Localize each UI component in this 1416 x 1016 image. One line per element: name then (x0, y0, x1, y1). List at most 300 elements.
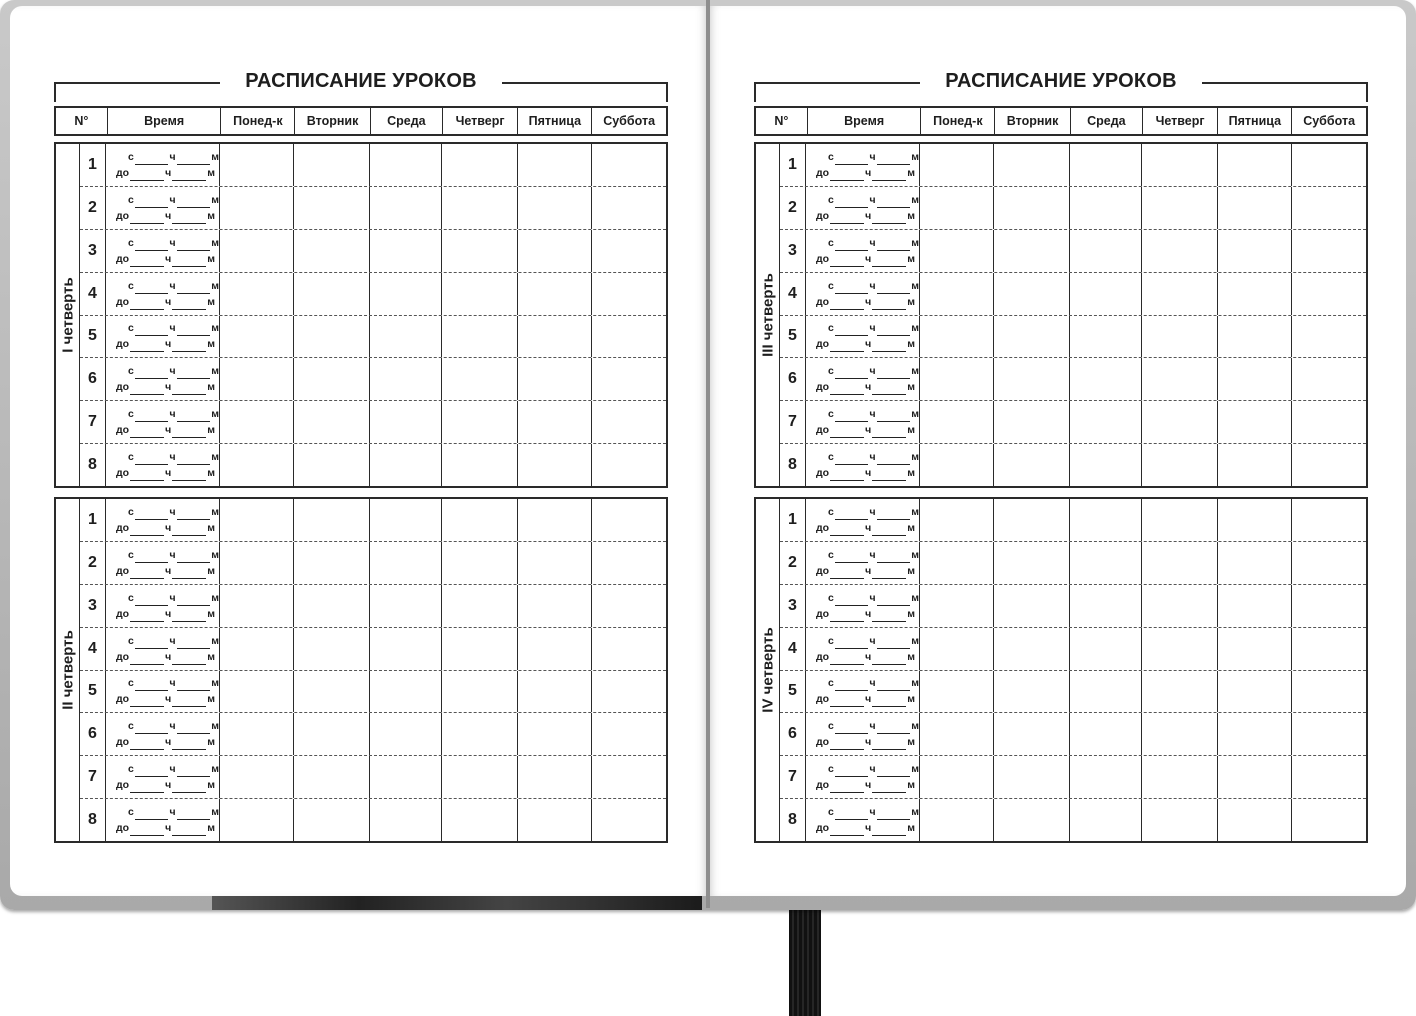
minutes-blank[interactable] (177, 410, 211, 422)
day-cell[interactable] (370, 671, 442, 713)
day-cell[interactable] (1142, 756, 1218, 798)
hours-blank[interactable] (835, 239, 869, 251)
day-cell[interactable] (592, 401, 666, 443)
minutes-blank[interactable] (172, 340, 206, 352)
hours-blank[interactable] (835, 637, 869, 649)
minutes-blank[interactable] (177, 196, 211, 208)
day-cell[interactable] (1142, 713, 1218, 755)
day-cell[interactable] (1070, 671, 1142, 713)
hours-blank[interactable] (130, 469, 164, 481)
hours-blank[interactable] (830, 824, 864, 836)
day-cell[interactable] (442, 756, 518, 798)
day-cell[interactable] (442, 444, 518, 486)
hours-blank[interactable] (135, 453, 169, 465)
day-cell[interactable] (1218, 499, 1292, 541)
day-cell[interactable] (370, 401, 442, 443)
minutes-blank[interactable] (177, 679, 211, 691)
day-cell[interactable] (220, 358, 294, 400)
minutes-blank[interactable] (172, 781, 206, 793)
day-cell[interactable] (994, 316, 1070, 358)
day-cell[interactable] (994, 585, 1070, 627)
lesson-time-field[interactable] (106, 671, 220, 713)
lesson-time-field[interactable] (806, 444, 920, 486)
minutes-blank[interactable] (177, 282, 211, 294)
hours-blank[interactable] (130, 781, 164, 793)
day-cell[interactable] (1218, 401, 1292, 443)
day-cell[interactable] (370, 187, 442, 229)
hours-blank[interactable] (135, 594, 169, 606)
day-cell[interactable] (1070, 316, 1142, 358)
hours-blank[interactable] (835, 196, 869, 208)
day-cell[interactable] (1142, 316, 1218, 358)
day-cell[interactable] (1218, 273, 1292, 315)
minutes-blank[interactable] (872, 383, 906, 395)
minutes-blank[interactable] (172, 426, 206, 438)
minutes-blank[interactable] (872, 298, 906, 310)
day-cell[interactable] (518, 542, 592, 584)
day-cell[interactable] (294, 273, 370, 315)
lesson-time-field[interactable] (806, 756, 920, 798)
day-cell[interactable] (370, 799, 442, 841)
day-cell[interactable] (1070, 799, 1142, 841)
day-cell[interactable] (294, 230, 370, 272)
minutes-blank[interactable] (172, 824, 206, 836)
hours-blank[interactable] (130, 255, 164, 267)
day-cell[interactable] (370, 273, 442, 315)
day-cell[interactable] (442, 144, 518, 186)
hours-blank[interactable] (830, 169, 864, 181)
minutes-blank[interactable] (172, 653, 206, 665)
day-cell[interactable] (592, 144, 666, 186)
minutes-blank[interactable] (877, 239, 911, 251)
day-cell[interactable] (1070, 230, 1142, 272)
lesson-time-field[interactable] (806, 628, 920, 670)
day-cell[interactable] (1142, 401, 1218, 443)
minutes-blank[interactable] (172, 524, 206, 536)
lesson-time-field[interactable] (806, 499, 920, 541)
hours-blank[interactable] (135, 679, 169, 691)
day-cell[interactable] (220, 144, 294, 186)
minutes-blank[interactable] (172, 610, 206, 622)
day-cell[interactable] (1292, 499, 1366, 541)
day-cell[interactable] (1142, 499, 1218, 541)
minutes-blank[interactable] (177, 808, 211, 820)
day-cell[interactable] (294, 585, 370, 627)
minutes-blank[interactable] (877, 196, 911, 208)
day-cell[interactable] (1142, 671, 1218, 713)
day-cell[interactable] (920, 401, 994, 443)
day-cell[interactable] (1070, 542, 1142, 584)
day-cell[interactable] (592, 799, 666, 841)
day-cell[interactable] (994, 628, 1070, 670)
day-cell[interactable] (1292, 401, 1366, 443)
day-cell[interactable] (1142, 444, 1218, 486)
day-cell[interactable] (294, 358, 370, 400)
day-cell[interactable] (1142, 358, 1218, 400)
day-cell[interactable] (1218, 756, 1292, 798)
hours-blank[interactable] (835, 808, 869, 820)
hours-blank[interactable] (135, 551, 169, 563)
hours-blank[interactable] (830, 781, 864, 793)
hours-blank[interactable] (835, 765, 869, 777)
day-cell[interactable] (518, 230, 592, 272)
hours-blank[interactable] (130, 738, 164, 750)
hours-blank[interactable] (130, 824, 164, 836)
day-cell[interactable] (518, 671, 592, 713)
day-cell[interactable] (442, 316, 518, 358)
lesson-time-field[interactable] (106, 628, 220, 670)
hours-blank[interactable] (830, 426, 864, 438)
lesson-time-field[interactable] (106, 230, 220, 272)
day-cell[interactable] (994, 671, 1070, 713)
minutes-blank[interactable] (177, 765, 211, 777)
day-cell[interactable] (1142, 144, 1218, 186)
day-cell[interactable] (518, 273, 592, 315)
day-cell[interactable] (592, 499, 666, 541)
day-cell[interactable] (1070, 144, 1142, 186)
minutes-blank[interactable] (177, 594, 211, 606)
day-cell[interactable] (994, 230, 1070, 272)
day-cell[interactable] (220, 230, 294, 272)
minutes-blank[interactable] (877, 594, 911, 606)
day-cell[interactable] (1070, 187, 1142, 229)
minutes-blank[interactable] (177, 367, 211, 379)
day-cell[interactable] (220, 628, 294, 670)
day-cell[interactable] (994, 799, 1070, 841)
day-cell[interactable] (294, 756, 370, 798)
hours-blank[interactable] (135, 153, 169, 165)
hours-blank[interactable] (830, 610, 864, 622)
minutes-blank[interactable] (872, 695, 906, 707)
hours-blank[interactable] (830, 255, 864, 267)
day-cell[interactable] (920, 230, 994, 272)
day-cell[interactable] (442, 585, 518, 627)
minutes-blank[interactable] (177, 239, 211, 251)
day-cell[interactable] (1292, 316, 1366, 358)
day-cell[interactable] (920, 273, 994, 315)
day-cell[interactable] (220, 671, 294, 713)
day-cell[interactable] (370, 542, 442, 584)
lesson-time-field[interactable] (806, 316, 920, 358)
day-cell[interactable] (518, 628, 592, 670)
day-cell[interactable] (920, 444, 994, 486)
day-cell[interactable] (442, 499, 518, 541)
day-cell[interactable] (994, 542, 1070, 584)
lesson-time-field[interactable] (106, 144, 220, 186)
minutes-blank[interactable] (172, 738, 206, 750)
lesson-time-field[interactable] (106, 713, 220, 755)
day-cell[interactable] (920, 756, 994, 798)
day-cell[interactable] (294, 316, 370, 358)
hours-blank[interactable] (830, 340, 864, 352)
day-cell[interactable] (294, 444, 370, 486)
hours-blank[interactable] (835, 679, 869, 691)
minutes-blank[interactable] (177, 453, 211, 465)
day-cell[interactable] (370, 756, 442, 798)
day-cell[interactable] (1218, 358, 1292, 400)
minutes-blank[interactable] (872, 610, 906, 622)
minutes-blank[interactable] (877, 551, 911, 563)
day-cell[interactable] (442, 713, 518, 755)
day-cell[interactable] (920, 799, 994, 841)
minutes-blank[interactable] (177, 508, 211, 520)
hours-blank[interactable] (130, 340, 164, 352)
day-cell[interactable] (920, 144, 994, 186)
hours-blank[interactable] (135, 367, 169, 379)
day-cell[interactable] (1218, 799, 1292, 841)
day-cell[interactable] (518, 444, 592, 486)
day-cell[interactable] (220, 799, 294, 841)
day-cell[interactable] (1070, 444, 1142, 486)
hours-blank[interactable] (135, 808, 169, 820)
lesson-time-field[interactable] (106, 585, 220, 627)
day-cell[interactable] (1070, 585, 1142, 627)
day-cell[interactable] (294, 144, 370, 186)
day-cell[interactable] (920, 542, 994, 584)
day-cell[interactable] (1292, 358, 1366, 400)
day-cell[interactable] (518, 799, 592, 841)
day-cell[interactable] (518, 585, 592, 627)
lesson-time-field[interactable] (806, 585, 920, 627)
day-cell[interactable] (294, 671, 370, 713)
day-cell[interactable] (1292, 756, 1366, 798)
day-cell[interactable] (518, 358, 592, 400)
day-cell[interactable] (1142, 799, 1218, 841)
minutes-blank[interactable] (172, 298, 206, 310)
day-cell[interactable] (220, 273, 294, 315)
lesson-time-field[interactable] (806, 401, 920, 443)
day-cell[interactable] (1070, 756, 1142, 798)
day-cell[interactable] (220, 187, 294, 229)
day-cell[interactable] (1292, 230, 1366, 272)
day-cell[interactable] (592, 713, 666, 755)
day-cell[interactable] (592, 358, 666, 400)
day-cell[interactable] (1070, 713, 1142, 755)
day-cell[interactable] (370, 358, 442, 400)
day-cell[interactable] (1070, 499, 1142, 541)
lesson-time-field[interactable] (806, 671, 920, 713)
day-cell[interactable] (994, 713, 1070, 755)
hours-blank[interactable] (135, 410, 169, 422)
day-cell[interactable] (1070, 273, 1142, 315)
day-cell[interactable] (994, 144, 1070, 186)
hours-blank[interactable] (835, 551, 869, 563)
day-cell[interactable] (994, 187, 1070, 229)
day-cell[interactable] (370, 713, 442, 755)
minutes-blank[interactable] (872, 212, 906, 224)
day-cell[interactable] (294, 799, 370, 841)
day-cell[interactable] (592, 585, 666, 627)
minutes-blank[interactable] (177, 153, 211, 165)
minutes-blank[interactable] (872, 653, 906, 665)
lesson-time-field[interactable] (106, 187, 220, 229)
hours-blank[interactable] (135, 196, 169, 208)
hours-blank[interactable] (130, 524, 164, 536)
minutes-blank[interactable] (872, 426, 906, 438)
day-cell[interactable] (518, 713, 592, 755)
minutes-blank[interactable] (877, 679, 911, 691)
day-cell[interactable] (220, 542, 294, 584)
hours-blank[interactable] (135, 324, 169, 336)
hours-blank[interactable] (835, 722, 869, 734)
minutes-blank[interactable] (172, 212, 206, 224)
hours-blank[interactable] (830, 695, 864, 707)
day-cell[interactable] (1142, 230, 1218, 272)
minutes-blank[interactable] (877, 367, 911, 379)
day-cell[interactable] (294, 542, 370, 584)
day-cell[interactable] (518, 144, 592, 186)
day-cell[interactable] (294, 187, 370, 229)
lesson-time-field[interactable] (806, 187, 920, 229)
hours-blank[interactable] (835, 594, 869, 606)
day-cell[interactable] (1142, 542, 1218, 584)
minutes-blank[interactable] (172, 255, 206, 267)
minutes-blank[interactable] (172, 567, 206, 579)
lesson-time-field[interactable] (806, 230, 920, 272)
day-cell[interactable] (1142, 273, 1218, 315)
day-cell[interactable] (442, 401, 518, 443)
day-cell[interactable] (592, 671, 666, 713)
day-cell[interactable] (220, 499, 294, 541)
day-cell[interactable] (370, 316, 442, 358)
day-cell[interactable] (1070, 358, 1142, 400)
lesson-time-field[interactable] (806, 713, 920, 755)
lesson-time-field[interactable] (106, 358, 220, 400)
hours-blank[interactable] (835, 153, 869, 165)
day-cell[interactable] (1218, 585, 1292, 627)
bookmark-ribbon[interactable] (789, 902, 821, 1016)
hours-blank[interactable] (135, 282, 169, 294)
minutes-blank[interactable] (877, 453, 911, 465)
day-cell[interactable] (370, 585, 442, 627)
day-cell[interactable] (442, 542, 518, 584)
day-cell[interactable] (920, 358, 994, 400)
day-cell[interactable] (592, 756, 666, 798)
day-cell[interactable] (1292, 144, 1366, 186)
hours-blank[interactable] (130, 212, 164, 224)
minutes-blank[interactable] (872, 781, 906, 793)
day-cell[interactable] (1218, 444, 1292, 486)
minutes-blank[interactable] (872, 255, 906, 267)
hours-blank[interactable] (830, 469, 864, 481)
day-cell[interactable] (442, 358, 518, 400)
day-cell[interactable] (220, 713, 294, 755)
day-cell[interactable] (1292, 585, 1366, 627)
lesson-time-field[interactable] (106, 401, 220, 443)
day-cell[interactable] (1218, 671, 1292, 713)
day-cell[interactable] (1218, 187, 1292, 229)
hours-blank[interactable] (130, 610, 164, 622)
lesson-time-field[interactable] (106, 444, 220, 486)
minutes-blank[interactable] (172, 383, 206, 395)
day-cell[interactable] (1292, 273, 1366, 315)
minutes-blank[interactable] (177, 722, 211, 734)
lesson-time-field[interactable] (106, 273, 220, 315)
day-cell[interactable] (518, 401, 592, 443)
lesson-time-field[interactable] (106, 799, 220, 841)
minutes-blank[interactable] (872, 469, 906, 481)
hours-blank[interactable] (830, 383, 864, 395)
lesson-time-field[interactable] (806, 144, 920, 186)
day-cell[interactable] (920, 499, 994, 541)
minutes-blank[interactable] (177, 551, 211, 563)
day-cell[interactable] (1292, 713, 1366, 755)
minutes-blank[interactable] (877, 808, 911, 820)
day-cell[interactable] (592, 628, 666, 670)
hours-blank[interactable] (135, 637, 169, 649)
day-cell[interactable] (294, 713, 370, 755)
hours-blank[interactable] (835, 282, 869, 294)
day-cell[interactable] (220, 316, 294, 358)
day-cell[interactable] (442, 628, 518, 670)
hours-blank[interactable] (830, 212, 864, 224)
day-cell[interactable] (442, 230, 518, 272)
hours-blank[interactable] (835, 324, 869, 336)
minutes-blank[interactable] (877, 410, 911, 422)
day-cell[interactable] (294, 628, 370, 670)
hours-blank[interactable] (830, 567, 864, 579)
minutes-blank[interactable] (877, 508, 911, 520)
day-cell[interactable] (592, 273, 666, 315)
day-cell[interactable] (518, 756, 592, 798)
day-cell[interactable] (370, 628, 442, 670)
lesson-time-field[interactable] (106, 756, 220, 798)
day-cell[interactable] (920, 713, 994, 755)
day-cell[interactable] (518, 316, 592, 358)
day-cell[interactable] (1142, 585, 1218, 627)
minutes-blank[interactable] (877, 765, 911, 777)
hours-blank[interactable] (130, 426, 164, 438)
lesson-time-field[interactable] (106, 316, 220, 358)
day-cell[interactable] (1292, 628, 1366, 670)
day-cell[interactable] (442, 671, 518, 713)
minutes-blank[interactable] (872, 524, 906, 536)
lesson-time-field[interactable] (806, 542, 920, 584)
day-cell[interactable] (994, 444, 1070, 486)
day-cell[interactable] (920, 187, 994, 229)
hours-blank[interactable] (135, 722, 169, 734)
day-cell[interactable] (994, 499, 1070, 541)
hours-blank[interactable] (830, 298, 864, 310)
hours-blank[interactable] (130, 169, 164, 181)
hours-blank[interactable] (835, 367, 869, 379)
day-cell[interactable] (1292, 187, 1366, 229)
minutes-blank[interactable] (877, 722, 911, 734)
day-cell[interactable] (1292, 444, 1366, 486)
minutes-blank[interactable] (172, 169, 206, 181)
day-cell[interactable] (1070, 401, 1142, 443)
day-cell[interactable] (592, 187, 666, 229)
day-cell[interactable] (592, 230, 666, 272)
day-cell[interactable] (994, 756, 1070, 798)
day-cell[interactable] (920, 628, 994, 670)
day-cell[interactable] (442, 273, 518, 315)
day-cell[interactable] (994, 401, 1070, 443)
day-cell[interactable] (370, 144, 442, 186)
minutes-blank[interactable] (877, 153, 911, 165)
hours-blank[interactable] (135, 239, 169, 251)
hours-blank[interactable] (830, 738, 864, 750)
day-cell[interactable] (1218, 713, 1292, 755)
day-cell[interactable] (994, 273, 1070, 315)
minutes-blank[interactable] (872, 169, 906, 181)
minutes-blank[interactable] (877, 324, 911, 336)
hours-blank[interactable] (135, 508, 169, 520)
day-cell[interactable] (920, 585, 994, 627)
day-cell[interactable] (1292, 671, 1366, 713)
hours-blank[interactable] (835, 508, 869, 520)
day-cell[interactable] (1218, 144, 1292, 186)
